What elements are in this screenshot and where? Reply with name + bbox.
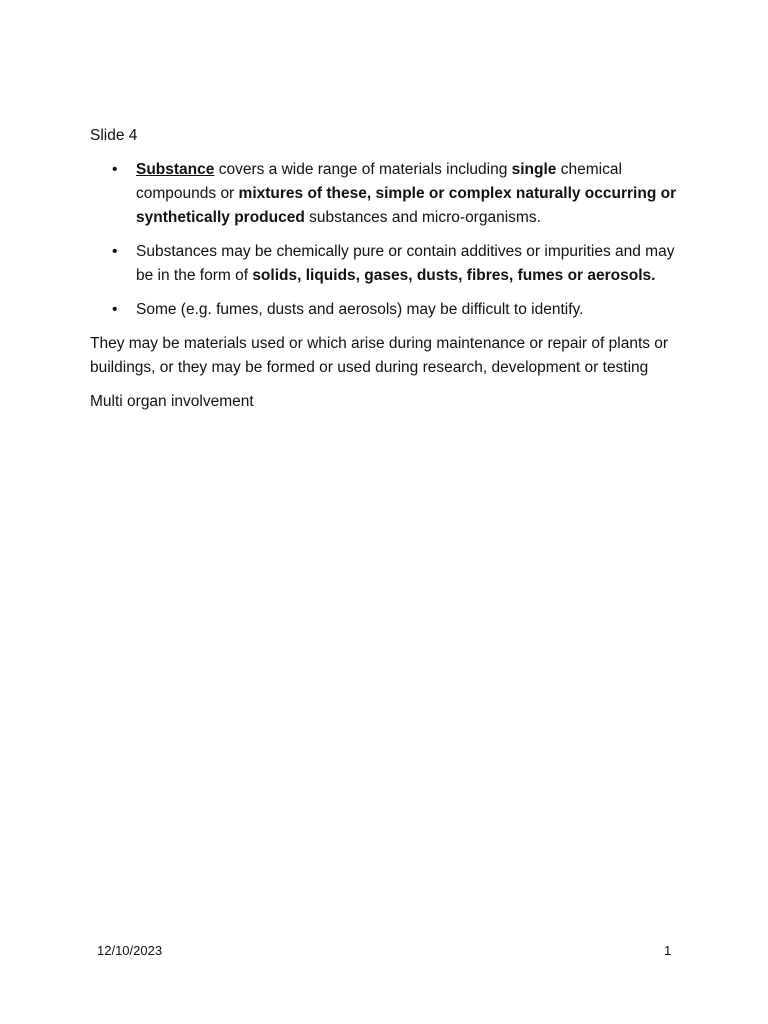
text-run: chemical compounds or [136,161,622,202]
text-run: Some (e.g. fumes, dusts and aerosols) may be difficult to identify. [136,301,584,318]
footer-date: 12/10/2023 [97,943,163,958]
bullet-marker: • [112,301,118,318]
notes-content [90,124,690,424]
paragraph: Multi organ involvement [90,393,254,410]
bullet-text [136,161,676,226]
paragraph: They may be materials used or which arise during maintenance or repair of plants or buildings, or they may be formed or used during research, development or testing [90,335,669,376]
bullet-marker: • [112,243,118,260]
bullet-text [136,243,674,284]
slide-title: Slide 4 [90,127,138,144]
bold-run: mixtures of these, simple or complex naturally occurring or synthetically produced [136,185,677,226]
text-run: substances and micro-organisms. [304,209,541,226]
term-substance: Substance [136,161,215,178]
text-run: Substances may be chemically pure or contain additives or impurities and may be in the form of [136,243,675,284]
bold-run: solids, liquids, gases, dusts, fibres, fumes or aerosols. [252,267,656,284]
footer-page-number: 1 [664,943,672,958]
bullet-item [90,298,690,322]
text-run: covers a wide range of materials including [214,161,512,178]
bullet-list [90,158,690,322]
bold-run: single [511,161,557,178]
bullet-item [90,240,690,288]
bullet-item [90,158,690,230]
bullet-text [136,301,583,318]
bullet-marker: • [112,161,118,178]
